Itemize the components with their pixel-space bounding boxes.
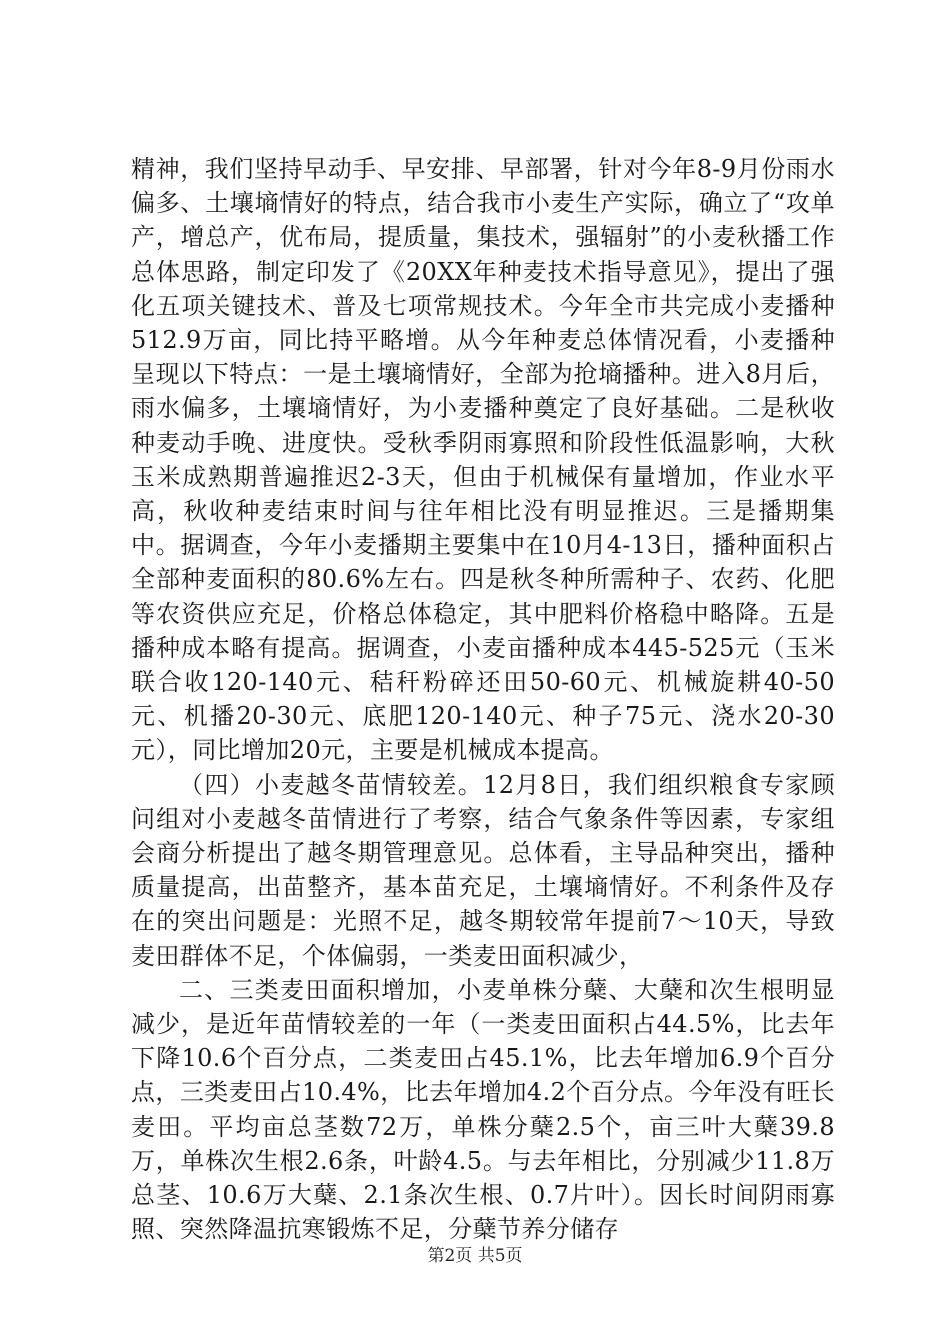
document-body <box>131 152 835 1247</box>
paragraph-3: 二、三类麦田面积增加，小麦单株分蘖、大蘖和次生根明显减少，是近年苗情较差的一年（一类麦田面积占44.5%，比去年下降10.6个百分点，二类麦田占45.1%，比去年增加6.9个百分点，三类麦田占10.4%，比去年增加4.2个百分点。今年没有旺长麦田。平均亩总茎数72万，单株分蘖2.5个，亩三叶大蘖39.8万，单株次生根2.6条，叶龄4.5。与去年相比，分别减少11.8万总茎、10.6万大蘖、2.1条次生根、0.7片叶）。因长时间阴雨寡照、突然降温抗寒锻炼不足，分蘖节养分储存 <box>131 975 835 1244</box>
page-footer: 第2页 共5页 <box>427 1246 523 1266</box>
paragraph-1: 精神，我们坚持早动手、早安排、早部署，针对今年8-9月份雨水偏多、土壤墒情好的特点，结合我市小麦生产实际，确立了“攻单产，增总产，优布局，提质量，集技术，强辐射”的小麦秋播工作总体思路，制定印发了《20XX年种麦技术指导意见》，提出了强化五项关键技术、普及七项常规技术。今年全市共完成小麦播种512.9万亩，同比持平略增。从今年种麦总体情况看，小麦播种呈现以下特点：一是土壤墒情好，全部为抢墒播种。进入8月后，雨水偏多，土壤墒情好，为小麦播种奠定了良好基础。二是秋收种麦动手晚、进度快。受秋季阴雨寡照和阶段性低温影响，大秋玉米成熟期普遍推迟2-3天，但由于机械保有量增加，作业水平高，秋收种麦结束时间与往年相比没有明显推迟。三是播期集中。据调查，今年小麦播期主要集中在10月4-13日，播种面积占全部种麦面积的80.6%左右。四是秋冬种所需种子、农药、化肥等农资供应充足，价格总体稳定，其中肥料价格稳中略降。五是播种成本略有提高。据调查，小麦亩播种成本445-525元（玉米联合收120-140元、秸秆粉碎还田50-60元、机械旋耕40-50元、机播20-30元、底肥120-140元、种子75元、浇水20-30元），同比增加20元，主要是机械成本提高。 <box>131 155 835 765</box>
paragraph-2: （四）小麦越冬苗情较差。12月8日，我们组织粮食专家顾问组对小麦越冬苗情进行了考察，结合气象条件等因素，专家组会商分析提出了越冬期管理意见。总体看，主导品种突出，播种质量提高，出苗整齐，基本苗充足，土壤墒情好。不利条件及存在的突出问题是：光照不足，越冬期较常年提前7～10天，导致麦田群体不足，个体偏弱，一类麦田面积减少， <box>131 770 835 970</box>
